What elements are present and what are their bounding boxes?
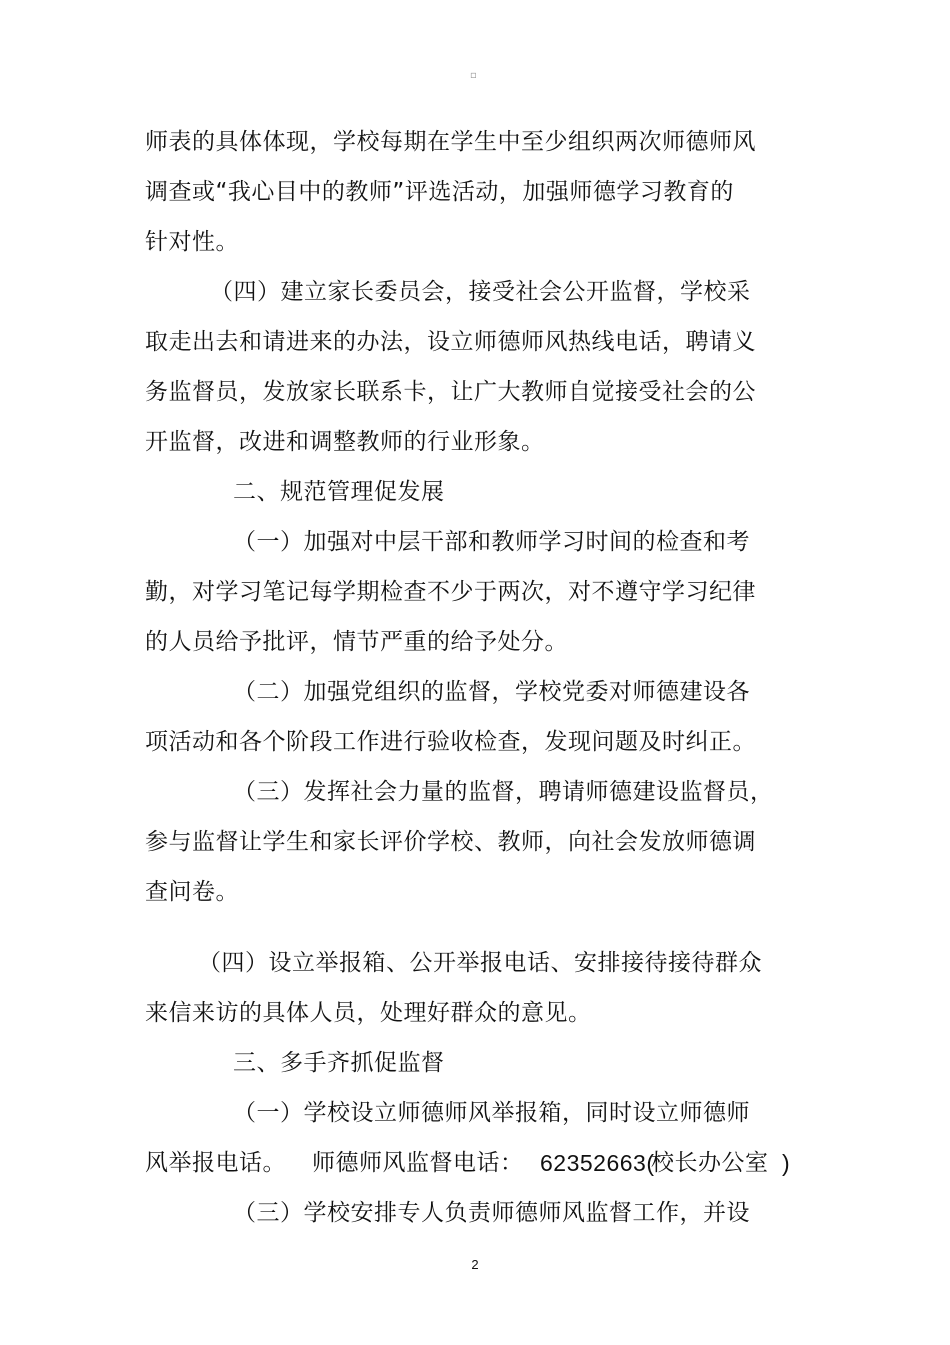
text-line: （三）发挥社会力量的监督，聘请师德建设监督员， <box>233 779 774 805</box>
text-line: 师表的具体体现，学校每期在学生中至少组织两次师德师风 <box>145 129 756 155</box>
text-line: 参与监督让学生和家长评价学校、教师，向社会发放师德调 <box>145 829 756 855</box>
text-line: 取走出去和请进来的办法，设立师德师风热线电话，聘请义 <box>145 329 756 355</box>
section-heading: 二、规范管理促发展 <box>233 479 445 505</box>
text-line: 查问卷。 <box>145 879 239 905</box>
hotline-office: 校长办公室 <box>651 1150 769 1176</box>
header-mark: ▫ <box>470 70 477 81</box>
text-line: 来信来访的具体人员，处理好群众的意见。 <box>145 1000 592 1026</box>
text-line: 的人员给予批评，情节严重的给予处分。 <box>145 629 568 655</box>
text-line: （一）学校设立师德师风举报箱，同时设立师德师 <box>233 1100 750 1126</box>
hotline-close-paren: ) <box>782 1150 791 1176</box>
text-line: 项活动和各个阶段工作进行验收检查，发现问题及时纠正。 <box>145 729 756 755</box>
hotline-label: 师德师风监督电话： <box>312 1150 524 1176</box>
text-line: （四）设立举报箱、公开举报电话、安排接待接待群众 <box>198 950 762 976</box>
text-line: 勤，对学习笔记每学期检查不少于两次，对不遵守学习纪律 <box>145 579 756 605</box>
section-heading: 三、多手齐抓促监督 <box>233 1050 445 1076</box>
text-line: （一）加强对中层干部和教师学习时间的检查和考 <box>233 529 750 555</box>
hotline-number: 62352663( <box>540 1150 655 1176</box>
text-line: 针对性。 <box>145 229 239 255</box>
text-line: 风举报电话。 <box>145 1150 286 1176</box>
page-number: 2 <box>471 1257 479 1272</box>
text-line: 开监督，改进和调整教师的行业形象。 <box>145 429 545 455</box>
text-line: （四）建立家长委员会，接受社会公开监督，学校采 <box>210 279 751 305</box>
text-line: （二）加强党组织的监督，学校党委对师德建设各 <box>233 679 750 705</box>
text-line: 调查或“我心目中的教师”评选活动，加强师德学习教育的 <box>145 179 734 205</box>
text-line: 务监督员，发放家长联系卡，让广大教师自觉接受社会的公 <box>145 379 756 405</box>
text-line: （三）学校安排专人负责师德师风监督工作，并设 <box>233 1200 750 1226</box>
